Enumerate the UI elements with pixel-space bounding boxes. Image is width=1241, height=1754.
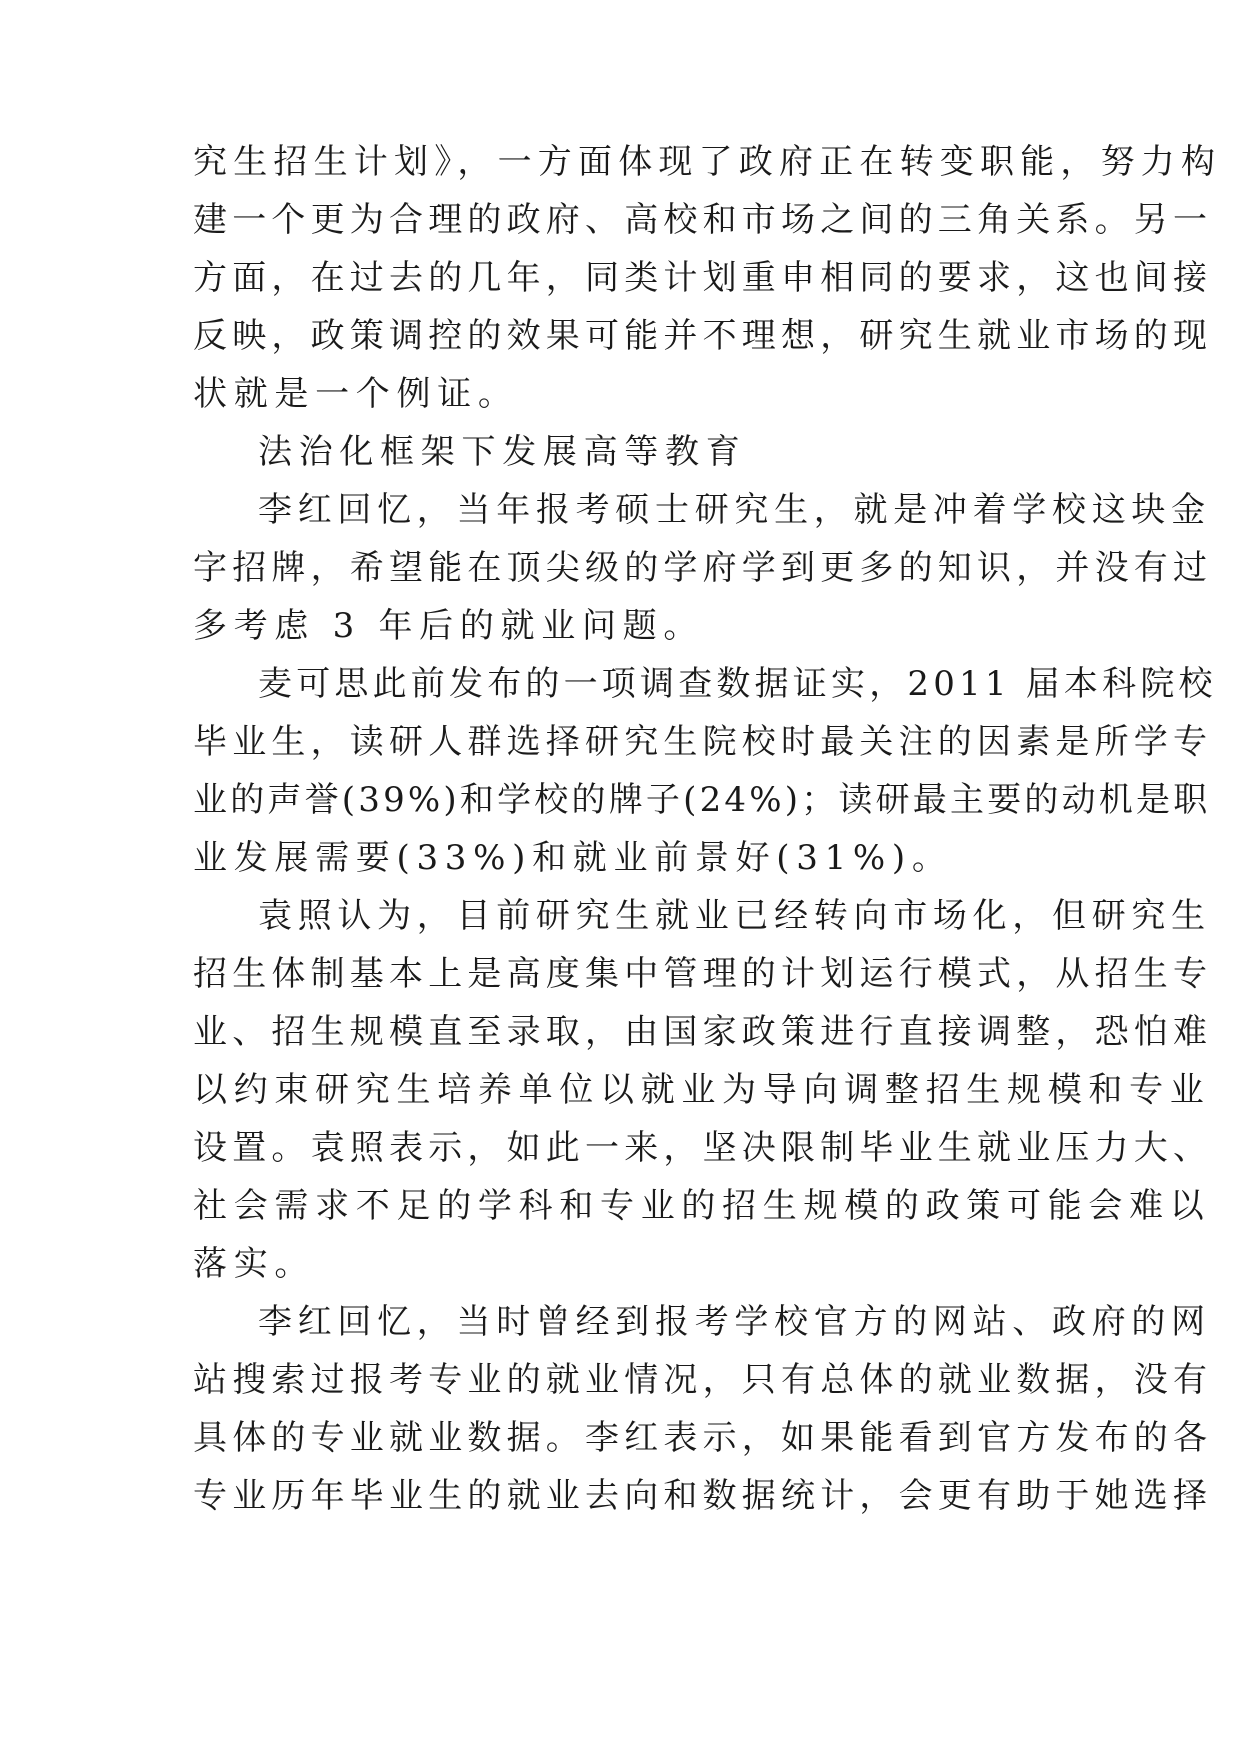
text-line: 建一个更为合理的政府、高校和市场之间的三角关系。另一 [193, 200, 1213, 240]
text-line: 以约束研究生培养单位以就业为导向调整招生规模和专业 [193, 1070, 1211, 1110]
text-line: 麦可思此前发布的一项调查数据证实，2011 届本科院校 [258, 664, 1217, 704]
text-line: 多考虑 3 年后的就业问题。 [193, 606, 705, 646]
text-line: 李红回忆，当年报考硕士研究生，就是冲着学校这块金 [258, 490, 1211, 530]
text-line: 毕业生，读研人群选择研究生院校时最关注的因素是所学专 [193, 722, 1213, 762]
text-line: 袁照认为，目前研究生就业已经转向市场化，但研究生 [258, 896, 1211, 936]
text-line: 李红回忆，当时曾经到报考学校官方的网站、政府的网 [258, 1302, 1211, 1342]
text-line: 业的声誉(39%)和学校的牌子(24%)；读研最主要的动机是职 [193, 780, 1211, 820]
text-line: 业、招生规模直至录取，由国家政策进行直接调整，恐怕难 [193, 1012, 1213, 1052]
text-line: 状就是一个例证。 [193, 374, 519, 414]
text-line: 具体的专业就业数据。李红表示，如果能看到官方发布的各 [193, 1418, 1213, 1458]
text-line: 方面，在过去的几年，同类计划重申相同的要求，这也间接 [193, 258, 1213, 298]
text-line: 反映，政策调控的效果可能并不理想，研究生就业市场的现 [193, 316, 1213, 356]
text-line: 设置。袁照表示，如此一来，坚决限制毕业生就业压力大、 [193, 1128, 1213, 1168]
text-line: 站搜索过报考专业的就业情况，只有总体的就业数据，没有 [193, 1360, 1213, 1400]
text-line: 究生招生计划》，一方面体现了政府正在转变职能，努力构 [193, 142, 1222, 182]
text-line: 专业历年毕业生的就业去向和数据统计，会更有助于她选择 [193, 1476, 1213, 1516]
section-heading: 法治化框架下发展高等教育 [258, 432, 747, 472]
text-line: 字招牌，希望能在顶尖级的学府学到更多的知识，并没有过 [193, 548, 1213, 588]
text-line: 招生体制基本上是高度集中管理的计划运行模式，从招生专 [193, 954, 1213, 994]
text-line: 社会需求不足的学科和专业的招生规模的政策可能会难以 [193, 1186, 1211, 1226]
text-line: 业发展需要(33%)和就业前景好(31%)。 [193, 838, 953, 878]
text-line: 落实。 [193, 1244, 316, 1284]
